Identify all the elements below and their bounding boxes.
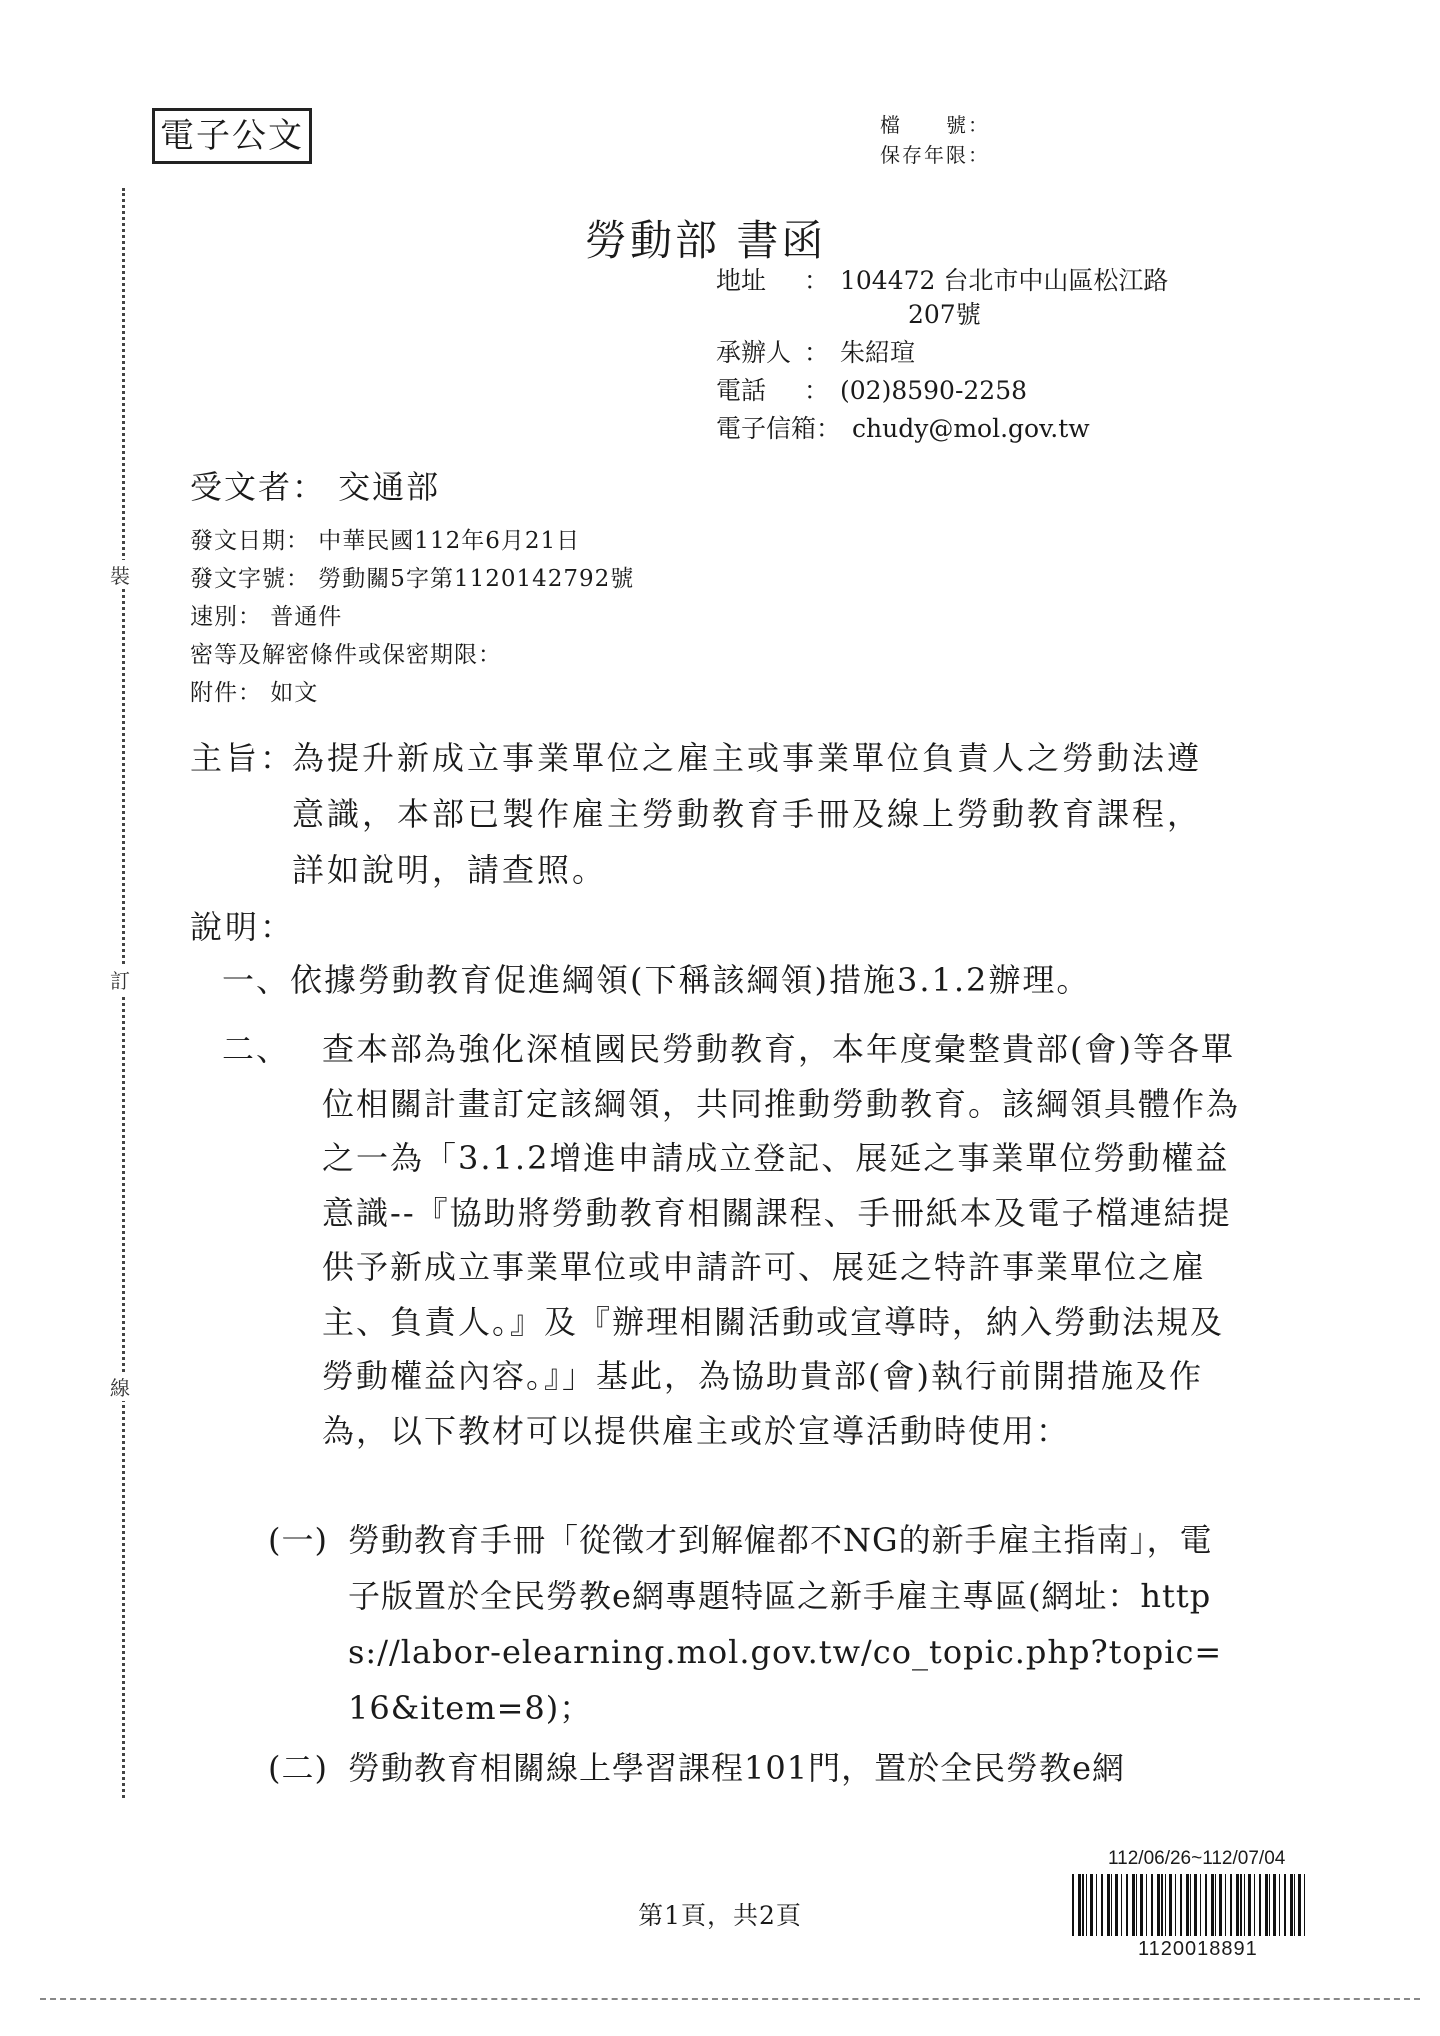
contact-name: 朱紹瑄 [840,338,916,367]
explanation-label: 說明： [190,908,296,946]
file-number-label: 檔 號： [880,113,990,137]
item-number: 一、 [222,961,291,999]
item-number: 二、 [222,1030,291,1068]
sub-item-number: (二) [268,1749,328,1787]
sub-item-1 [268,1512,1228,1736]
receipt-date-range: 112/06/26~112/07/04 [1108,1848,1286,1869]
recipient: 受文者： 交通部 [190,468,441,506]
explanation-item-2 [222,1022,1242,1458]
address-sep: ： [804,266,830,295]
address-line2: 207號 [908,300,981,329]
document-title: 勞動部 書函 [585,216,827,265]
sub-item-2 [268,1740,1228,1796]
sub-item-number: (一) [268,1521,328,1559]
contact-label: 承辦人 [716,338,792,367]
phone-label: 電話 [716,376,767,405]
item-text: 查本部為強化深植國民勞動教育，本年度彙整貴部(會)等各單位相關計畫訂定該綱領，共同推動勞動教育。該綱領具體作為之一為「3.1.2增進申請成立登記、展延之事業單位勞動權益意識--『協助將勞動教育相關課程、手冊紙本及電子檔連結提供予新成立事業單位或申請許可、展延之特許事業單位之雇主、負責人。』及『辦理相關活動或宣導時，納入勞動法規及勞動權益內容。』」基此，為協助貴部(會)執行前開措施及作為，以下教材可以提供雇主或於宣導活動時使用： [322,1030,1241,1450]
contact-sep: ： [804,338,830,367]
sender-info [716,262,1168,448]
attachment: 附件： 如文 [190,680,319,706]
retention-period-label: 保存年限： [880,143,990,167]
document-number: 發文字號： 勞動關5字第1120142792號 [190,566,635,592]
item-text: 依據勞動教育促進綱領(下稱該綱領)措施3.1.2辦理。 [290,961,1091,999]
secrecy-level: 密等及解密條件或保密期限： [190,642,502,668]
e-document-stamp: 電子公文 [152,108,312,164]
email-address[interactable]: chudy@mol.gov.tw [852,414,1090,443]
address-label: 地址 [716,266,767,295]
delivery-speed: 速別： 普通件 [190,604,343,630]
email-label: 電子信箱 [716,414,817,443]
gist-section [190,730,1240,898]
explanation-item-1 [222,952,1090,1008]
phone-sep: ： [804,376,830,405]
issue-date: 發文日期： 中華民國112年6月21日 [190,528,581,554]
archive-info [880,110,990,170]
email-sep: ： [816,414,842,443]
gist-label: 主旨： [190,739,296,777]
binding-char-xian: 線 [110,1372,130,1401]
address-line1: 104472 台北市中山區松江路 [840,266,1169,295]
barcode-number: 1120018891 [1138,1938,1258,1960]
sub-item-text: 勞動教育相關線上學習課程101門，置於全民勞教e網 [348,1749,1126,1787]
bottom-dashed-rule [40,1998,1420,2000]
binding-char-zhuang: 裝 [110,560,130,589]
document-meta [190,522,634,712]
page-number-footer: 第1頁，共2頁 [638,1901,802,1930]
binding-char-ding: 訂 [110,965,130,994]
phone-number: (02)8590-2258 [840,376,1028,405]
gist-text: 為提升新成立事業單位之雇主或事業單位負責人之勞動法遵意識，本部已製作雇主勞動教育手冊及線上勞動教育課程，詳如說明，請查照。 [292,739,1203,889]
sub-item-text: 勞動教育手冊「從徵才到解僱都不NG的新手雇主指南」，電子版置於全民勞教e網專題特區之新手雇主專區(網址：https://labor-elearning.mol.gov.tw/co_topic.php?topic=16&item=8)； [348,1521,1223,1727]
